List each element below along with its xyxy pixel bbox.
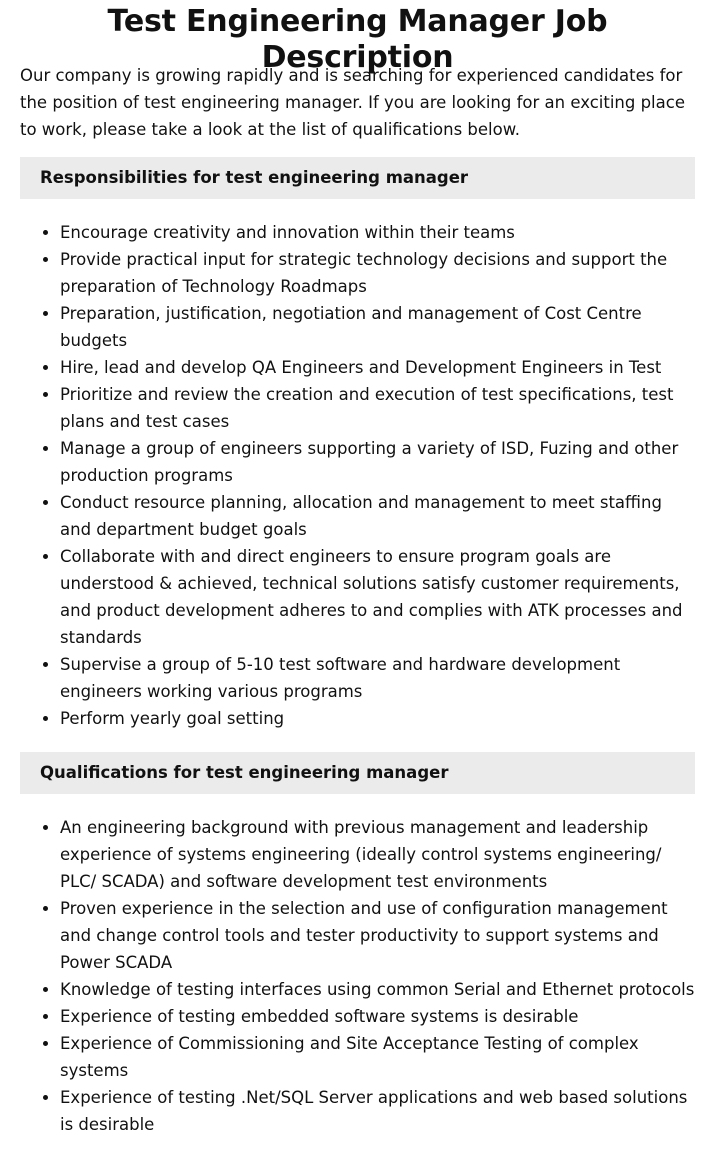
list-item: • Preparation, justification, negotiation and management of Cost Centre budgets bbox=[60, 300, 695, 354]
list-item: • Hire, lead and develop QA Engineers and Development Engineers in Test bbox=[60, 354, 695, 381]
list-item: • Encourage creativity and innovation within their teams bbox=[60, 219, 695, 246]
responsibilities-heading: Responsibilities for test engineering manager bbox=[20, 157, 695, 199]
responsibilities-list bbox=[20, 219, 695, 732]
list-item: • Provide practical input for strategic technology decisions and support the preparation of Technology Roadmaps bbox=[60, 246, 695, 300]
page-title: Test Engineering Manager Job Description bbox=[107, 4, 608, 75]
qualifications-heading: Qualifications for test engineering manager bbox=[20, 752, 695, 794]
list-item: • Manage a group of engineers supporting a variety of ISD, Fuzing and other production programs bbox=[60, 435, 695, 489]
list-item: • An engineering background with previous management and leadership experience of systems engineering (ideally control systems engineering/ PLC/ SCADA) and software development test environments bbox=[60, 814, 695, 895]
intro-paragraph: Our company is growing rapidly and is searching for experienced candidates for the position of test engineering manager. If you are looking for an exciting place to work, please take a look at the list of qualifications below. bbox=[20, 66, 685, 139]
list-item: • Experience of testing .Net/SQL Server applications and web based solutions is desirable bbox=[60, 1084, 695, 1138]
list-item: • Experience of Commissioning and Site Acceptance Testing of complex systems bbox=[60, 1030, 695, 1084]
list-item: • Knowledge of testing interfaces using common Serial and Ethernet protocols bbox=[60, 976, 695, 1003]
list-item: • Prioritize and review the creation and execution of test specifications, test plans and test cases bbox=[60, 381, 695, 435]
list-item: • Supervise a group of 5-10 test software and hardware development engineers working various programs bbox=[60, 651, 695, 705]
qualifications-list bbox=[20, 814, 695, 1138]
list-item: • Experience of testing embedded software systems is desirable bbox=[60, 1003, 695, 1030]
list-item: • Collaborate with and direct engineers to ensure program goals are understood & achieved, technical solutions satisfy customer requirements, and product development adheres to and complies with ATK processes and standards bbox=[60, 543, 695, 651]
list-item: • Perform yearly goal setting bbox=[60, 705, 695, 732]
list-item: • Proven experience in the selection and use of configuration management and change control tools and tester productivity to support systems and Power SCADA bbox=[60, 895, 695, 976]
list-item: • Conduct resource planning, allocation and management to meet staffing and department budget goals bbox=[60, 489, 695, 543]
